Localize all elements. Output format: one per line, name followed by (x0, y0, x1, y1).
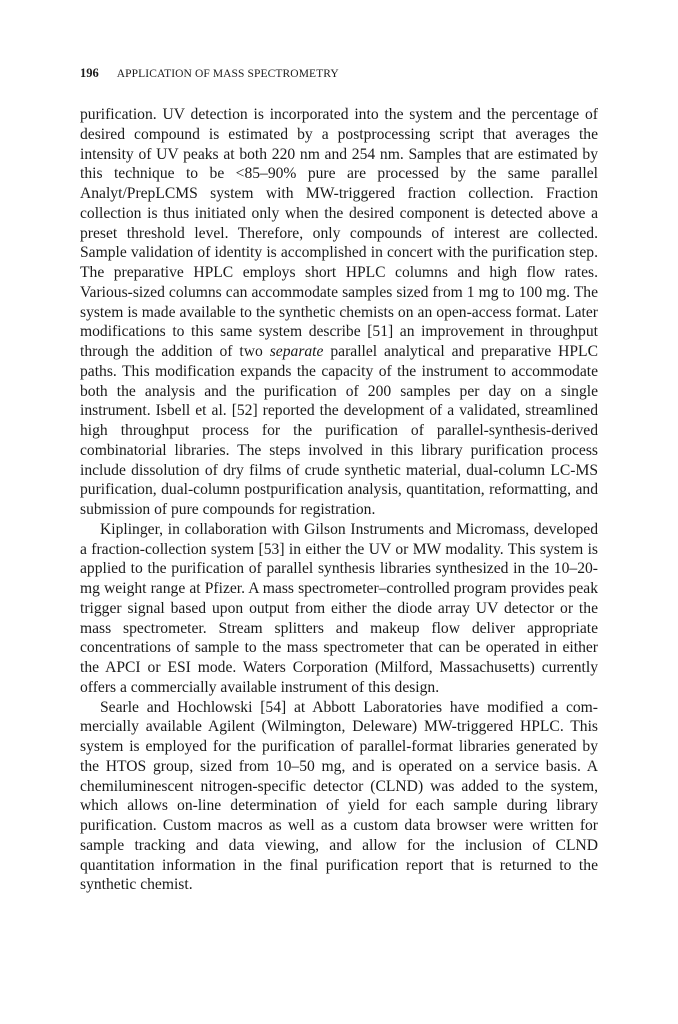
paragraph-1-text-end: parallel analytical and preparative HPLC paths. This modification expands the capacity of the instrument to accommodate both the analysis and the purification of 200 samples per day on a single instrument. Isbell et al. [52] reported the development of a validated, streamlined high throughput process for the purification of parallel-synthesis-derived combinatorial libraries. The steps involved in this library purification process include dissolution of dry films of crude synthetic material, dual-column LC-MS purification, dual-column postpurification analysis, quantitation, reformatting, and submission of pure compounds for registration. (80, 343, 598, 518)
running-header-title: APPLICATION OF MASS SPECTROMETRY (116, 68, 339, 80)
paragraph-2: Kiplinger, in collaboration with Gilson Instruments and Micromass, developed a fraction-collection system [53] in either the UV or MW modality. This system is applied to the purification of parallel synthesis libraries synthesized in the 10–20-mg weight range at Pfizer. A mass spectrometer–controlled program provides peak trigger signal based upon output from either the diode array UV detector or the mass spectrometer. Stream splitters and makeup flow deliver appropriate concentrations of sample to the mass spectrometer that can be operated in either the APCI or ESI mode. Waters Corporation (Milford, Massachusetts) currently offers a commercially available instrument of this design. (80, 520, 598, 696)
body-text (80, 105, 598, 895)
page-number: 196 (80, 66, 99, 80)
emphasized-word: separate (269, 343, 324, 360)
running-header (80, 66, 598, 86)
document-page (80, 66, 598, 895)
paragraph-3: Searle and Hochlowski [54] at Abbott Laboratories have modified a commercially available Agilent (Wilmington, Deleware) MW-triggered HPLC. This system is employed for the purification of parallel-format libraries generated by the HTOS group, sized from 10–50 mg, and is operated on a service basis. A chemiluminescent nitrogen-specific detector (CLND) was added to the system, which allows on-line determination of yield for each sample during library purification. Custom macros as well as a custom data browser were written for sample tracking and data viewing, and allow for the inclusion of CLND quantitation information in the final purification report that is returned to the synthetic chemist. (80, 698, 598, 894)
paragraph-1-text-start: purification. UV detection is incorporated into the system and the percentage of desired compound is estimated by a postprocessing script that averages the intensity of UV peaks at both 220 nm and 254 nm. Samples that are estimated by this technique to be <85–90% pure are processed by the same parallel Analyt/PrepLCMS system with MW-triggered fraction collection. Fraction collection is thus initiated only when the desired component is detected above a preset threshold level. Therefore, only compounds of interest are collected. Sample validation of identity is accomplished in concert with the purification step. The preparative HPLC employs short HPLC columns and high flow rates. Various-sized columns can accommodate samples sized from 1 mg to 100 mg. The system is made available to the synthetic chemists on an open-access format. Later modifications to this same system describe [51] an improvement in throughput through the addition of two (80, 106, 598, 360)
paragraph-1 (80, 105, 598, 520)
